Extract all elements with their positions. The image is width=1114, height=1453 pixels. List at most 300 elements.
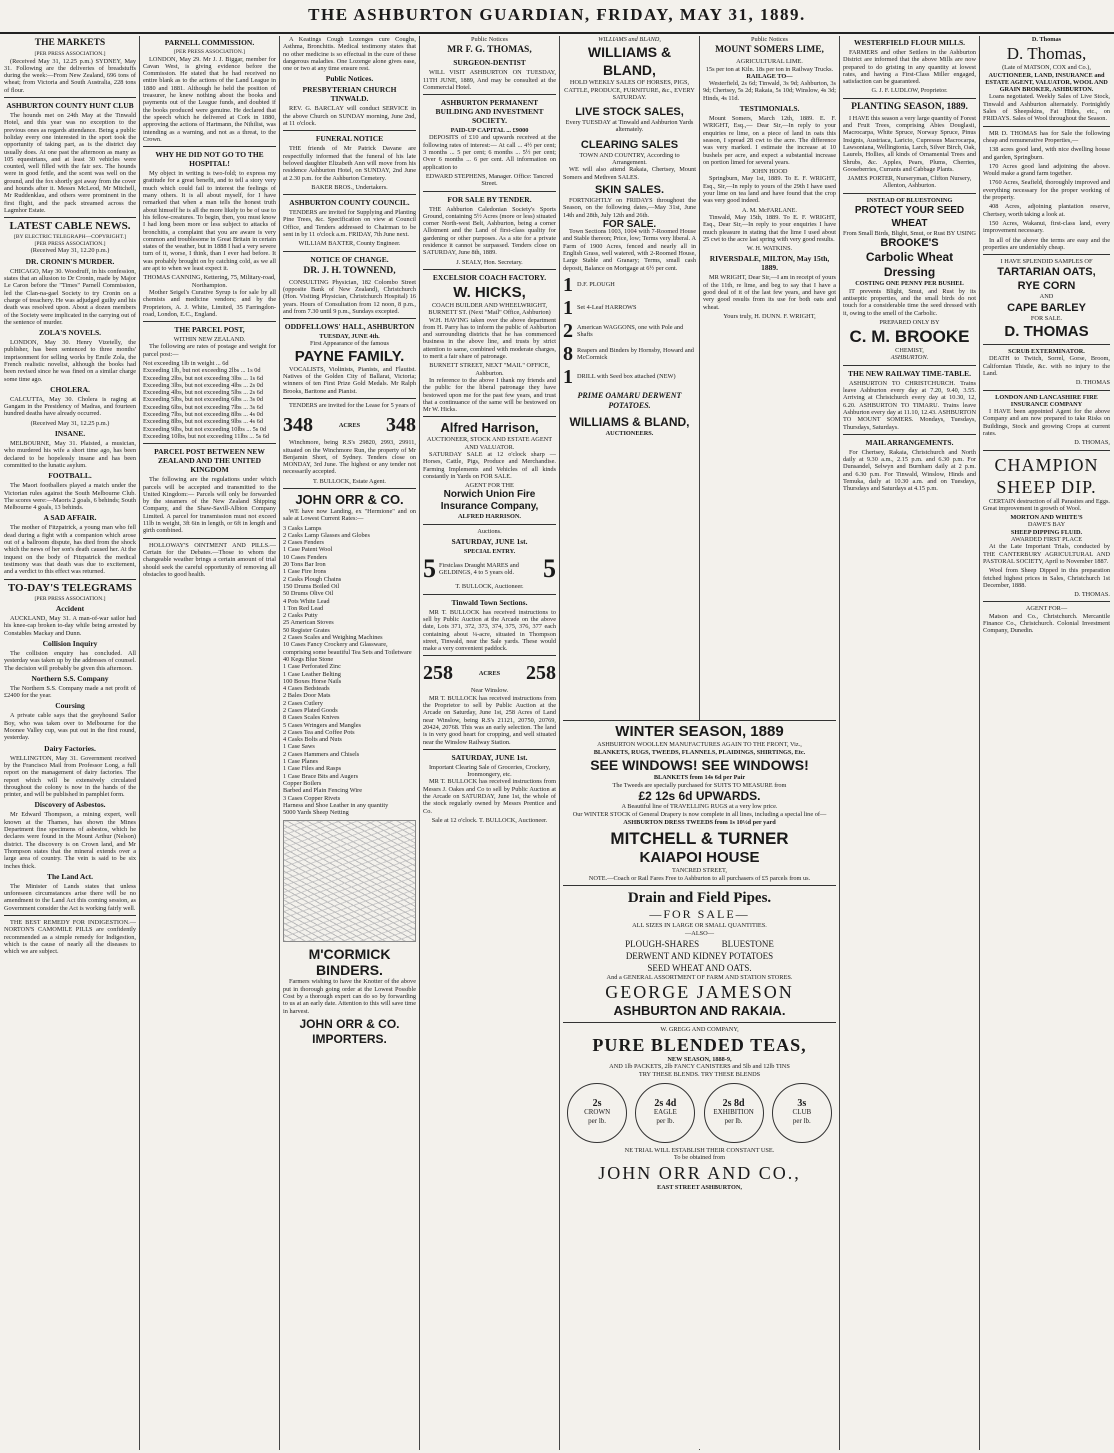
oddfellows-heading: ODDFELLOWS' HALL, ASHBURTON <box>284 322 415 332</box>
thomas-dentist-text: WILL VISIT ASHBURTON ON TUESDAY, 11TH JUNE, 1889, And may be consulted at the Commercial Hotel. <box>423 69 556 91</box>
railway-timetable-heading: THE NEW RAILWAY TIME-TABLE. <box>848 368 971 378</box>
column-7 <box>843 36 976 1450</box>
sale-tender-signature: J. SEALY, Hon. Secretary. <box>456 258 523 266</box>
column-1 <box>4 36 136 1450</box>
mount-somers-price: 15s per ton at Kiln. 18s per ton in Railway Trucks. <box>705 65 834 73</box>
column-rule <box>839 36 840 1450</box>
john-orr-item: 10 Cases Fancy Crockery and Glassware, comprising some beautiful Tea Sets and Toiletware <box>283 641 412 656</box>
john-orr-item: 1 Case Files and Rasps <box>283 765 342 773</box>
john-orr-item: 1 Case Saws <box>283 743 315 751</box>
tea-blend-badge <box>567 1083 627 1143</box>
land-act-heading: The Land Act. <box>46 871 94 881</box>
harrison-sub: AUCTIONEER, STOCK AND ESTATE AGENT AND VALUATOR. <box>426 436 553 451</box>
tea-name: EXHIBITION <box>713 1108 754 1116</box>
townend-heading: DR. J. H. TOWNEND, <box>303 265 396 276</box>
dairy-text: WELLINGTON, May 31. Government received by the Francisco Mail from Professor Long, a full report on the management of dairy factories. The report which will be extensively circulated throughout the colony is now in the hands of the printer, and will be published in pamphlet form. <box>4 754 136 799</box>
d-thomas-name: D. Thomas, <box>1006 44 1087 64</box>
plough-shares-line: PLOUGH-SHARES BLUESTONE <box>625 938 774 949</box>
winter-season-heading: WINTER SEASON, 1889 <box>615 723 784 740</box>
parcel-rate: Exceeding 7lbs, but not exceeding 8lbs ... 4s 0d <box>143 411 263 419</box>
fillies-entry <box>423 555 556 583</box>
zola-text: LONDON, May 30. Henry Vizetelly, the publisher, has been sentenced to three months' imprisonment for selling works by Emile Zola, the French realistic novelist, although the books had been revised since he was fined on a similar charge some time ago. <box>4 339 136 383</box>
also-attend-text: WE will also attend Rakaia, Chertsey, Mount Somers and Methven SALES. <box>563 166 696 181</box>
john-orr-item: 2 Bales Door Mats <box>283 692 331 700</box>
blankets-line: BLANKETS, RUGS, TWEEDS, FLANNELS, PLAIDINGS, SHIRTINGS, Etc. <box>593 748 806 756</box>
williams-bland-sub: HOLD WEEKLY SALES OF HORSES, PIGS, CATTLE, PRODUCE, FURNITURE, &c., EVERY SATURDAY. <box>564 79 695 101</box>
mount-somers-heading: MOUNT SOMERS LIME, <box>715 45 824 56</box>
hicks-sub: COACH BUILDER AND WHEELWRIGHT, BURNETT ST. (Next "Mail" Office, Ashburton) <box>428 301 551 317</box>
property-item: 408 Acres, adjoining plantation reserve, Chertsey, worth taking a look at. <box>983 203 1110 218</box>
tea-blends <box>563 1083 836 1143</box>
john-orr-item: 2 Cases Plated Goods <box>283 707 338 714</box>
john-orr-item: 2 Cases Tea and Coffee Pots <box>283 728 355 736</box>
d-thomas-desc: AUCTIONEER, LAND, INSURANCE and ESTATE AGENT, VALUATOR, WOOL AND GRAIN BROKER, ASHBURTON. <box>985 71 1108 94</box>
tinwald-sections-text: MR T. BULLOCK has received instructions to sell by Public Auction at the Arcade on the above date, Lots 371, 372, 373, 374, 375, 376, 377 each containing about ¼-acre, situated in Thompson street, Tinwald, near the Sale yards. These would make a very convenient paddock. <box>423 608 556 653</box>
cholera-text: CALCUTTA, May 30. Cholera is raging at Gangam in the Presidency of Madras, and fourteen hundred deaths have already occurred. <box>4 395 136 418</box>
kaiapoi-house-heading: KAIAPOI HOUSE <box>639 849 760 867</box>
latest-cable-heading: LATEST CABLE NEWS. <box>9 220 131 233</box>
see-windows-heading: SEE WINDOWS! SEE WINDOWS! <box>590 757 809 774</box>
john-orr-item: 25 American Stoves <box>283 619 334 627</box>
live-stock-heading: LIVE STOCK SALES, <box>575 106 684 119</box>
council-signature: WILLIAM BAXTER, County Engineer. <box>298 240 401 248</box>
building-signature: EDWARD STEPHENS, Manager. Office: Tancred Street. <box>425 172 554 188</box>
masthead <box>0 0 1114 34</box>
instead-of-bluestoning: INSTEAD OF BLUESTONING <box>866 196 953 204</box>
d-thomas-late: (Late of MATSON, COX and Co.), <box>1002 64 1091 72</box>
why-text: My object in writing is two-fold; to express my gratitude for a great benefit, and to tell a story very much which could fail to interest the feelings of many others. It is all about myself, for I have remarked that when a man tells the honest truth about himself he is all the more likely to be of use to his fellow-creatures. To begin, then, you must know I had long been more or less subject to attacks of bronchitis, a complaint that you are aware is very common and troublesome in Great Britain in certain states of the weather, but in 1888 I had a very severe turn of it, worse, I think, than I ever had before. It was probably brought on by catching cold, as we all are apt to when we least expect it. <box>143 170 276 273</box>
tweeds-price: £2 12s 6d UPWARDS. <box>638 789 761 804</box>
saturday-june-1b-heading: SATURDAY, JUNE 1st. <box>451 752 528 762</box>
parcel-post-heading: THE PARCEL POST, <box>174 325 245 335</box>
insane-text: MELBOURNE, May 31. Plaisted, a musician, who murdered his wife a short time ago, has been declared to be hopelessly insane and has been committed to the lunatic asylum. <box>4 440 136 469</box>
note-line: NOTE.—Coach or Rail Fares Free to Ashburton to all purchasers of £5 parcels from us. <box>588 874 811 882</box>
hicks-signature: BURNETT STREET, NEXT "MAIL" OFFICE, Ashburton. <box>429 362 550 377</box>
parnell-credit: [PER PRESS ASSOCIATION.] <box>173 49 246 55</box>
column-4 <box>423 36 556 1450</box>
cronin-text: CHICAGO, May 30. Woodruff, in his confession, states that an allusion to Dr Cronin, made by Major Le Caron before the "Times" Parnell Commission, led the Clan-na-gael Society to try Cronin on a charge of treachery. He was adjudged guilty and his death was resolved upon. About a dozen members of the Society were implicated in the carrying out of the sentence of murder. <box>4 267 136 326</box>
parcel-uk-text: The following are the regulations under which parcels will be accepted and transmitted to the United Kingdom:— Parcels will only be forwarded by the steamers of the New Zealand Shipping Company, and the Shaw-Savill-Albion Company Limited. A parcel for transmission must not exceed 11lb in weight, 3ft 6in in length, or 6ft in length and girth combined. <box>143 476 276 535</box>
ashburton-label: ASHBURTON. <box>890 354 929 362</box>
column-rule <box>979 36 980 1450</box>
packets-line: AND 1lb PACKETS, 2lb FANCY CANISTERS and 5lb and 12lb TINS <box>609 1063 790 1071</box>
john-orr-item: 2 Cases Hammers and Chisels <box>283 750 360 758</box>
john-orr-item: 2 Cases Fenders <box>283 539 324 547</box>
john-orr-item: 50 Register Grates <box>283 626 330 634</box>
samples-line: I HAVE SPLENDID SAMPLES OF <box>1000 258 1093 266</box>
costing-line: COSTING ONE PENNY PER BUSHEL <box>855 280 964 288</box>
fillies-count: 5 <box>543 554 556 584</box>
tenders-text-2: Winchmore, being R.S's 29820, 2993, 29911, situated on the Winchmore Run, the property of Mr Benjamin Short, of Sydney. Tenders close on MONDAY, 3rd June. The highest or any tender not necessarily accepted. <box>283 439 416 476</box>
insane-received: (Received May 31, 12.25 p.m.) <box>30 419 110 427</box>
column-6 <box>703 36 836 716</box>
implement-label: Reapers and Binders by Hornsby, Howard and McCormick <box>577 346 694 361</box>
john-orr-items <box>283 525 416 817</box>
football-heading: FOOTBALL. <box>48 471 92 481</box>
property-item: 138 acres good land, with nice dwelling house and garden, Springburn. <box>983 146 1110 161</box>
implements-list <box>563 275 696 387</box>
john-orr-item: 2 Casks Lamp Glasses and Globes <box>283 531 370 539</box>
john-orr-item: 4 Casks Bolts and Nuts <box>283 736 342 744</box>
hicks-note: In reference to the above I thank my friends and the public for the liberal patronage they have bestowed upon me for the past few years, and trust that a continuance of the same will be bestowed on Mr W. Hicks. <box>423 376 556 414</box>
hicks-text: W.H. HAVING taken over the above department from H. Parry has to inform the public of Ashburton and surrounding districts that he has commenced business in the above line, and trusts by strict attention to same, combined with moderate charges, to merit a fair share of patronage. <box>423 316 556 361</box>
parcel-uk-heading: PARCEL POST BETWEEN NEW ZEALAND AND THE UNITED KINGDOM <box>154 447 265 475</box>
tweeds-line: The Tweeds are specially purchased for SUITS TO MEASURE from <box>612 781 787 789</box>
cronin-received: (Received May 31, 12.20 p.m.) <box>30 247 110 255</box>
implement-item <box>563 321 696 341</box>
london-text: I HAVE been appointed Agent for the above Company and am now prepared to take Risks on Buildings, Stock and growing Crops at current rates. <box>983 408 1110 437</box>
northern-text: The Northern S.S. Company made a net profit of £2400 for the year. <box>4 684 136 700</box>
dress-tweeds-line: ASHBURTON DRESS TWEEDS from 1s 10½d per yard <box>623 818 776 826</box>
prepared-by: PREPARED ONLY BY <box>879 318 940 326</box>
collision-heading: Collision Inquiry <box>42 639 98 648</box>
implement-label: D.F. PLOUGH <box>577 281 615 289</box>
tea-price: 2s 8d <box>722 1098 745 1109</box>
john-orr-item: 1 Case Leather Belting <box>283 670 341 678</box>
d-thomas-big: D. THOMAS <box>1004 323 1089 341</box>
carbolic-text: IT prevents Blight, Smut, and Rust by its antiseptic properties, and the small birds do not touch for a considerable time the seed dressed with it, owing to the smell of the Carbolic. <box>843 287 976 317</box>
john-orr-item: 20 Tons Bar Iron <box>283 561 326 569</box>
acres-word: ACRES <box>338 421 361 429</box>
clearing-sales-heading: CLEARING SALES <box>580 138 679 151</box>
clearing-sales-sub: TOWN AND COUNTRY, According to Arrangement. <box>579 151 680 167</box>
blankets-from: BLANKETS from 14s 6d per Pair <box>653 774 746 782</box>
parcel-rate: Exceeding 1lb, but not exceeding 2lbs ... 1s 0d <box>143 367 261 375</box>
hunt-club-text: The hounds met on 24th May at the Tinwald Hotel, and this year was no exception to the previous ones as regards attendance. Being a public holiday every one interested in the sport took the opportunity of taking part, as is the district day usually does. At one past the afternoon as many as 105 equestrians, and at least 30 vehicles were counted, well filled with the fair sex. The hounds were in good fettle, and the scent was well on the ground, and the fox shortly got away from the cover and hounds after it. Messrs McLeod, Mr Mitchell, Mr Ruddenklau, and others were prominent in the first flight, and the pack streamed across the Lagmhor Estate. <box>4 112 136 214</box>
column-rule <box>139 36 140 1450</box>
agent-for-text: Matson and Co., Christchurch. Mercantile Finance Co., Christchurch. Colonial Investment Company, Dunedin. <box>983 612 1110 635</box>
acres-258-text: MR T. BULLOCK has received instructions from the Proprietor to sell by Public Auction at the Arcade on Saturday, June 1st, 258 Acres of Land near Winslow, being R.S's 21121, 20750, 20769, 20424, 20768. This was an early selection. The land is in very good heart for cropping, and well situated near the Winslow Railway Station. <box>423 694 556 746</box>
markets-credit: [PER PRESS ASSOCIATION.] <box>34 51 106 57</box>
mccormick-text: Farmers wishing to have the Knotter of the above put in thorough going order at the Lowest Possible Cost by a thorough expert can do so by forwarding to us at an early date. Attention to this will save time in harvest. <box>283 978 416 1015</box>
townend-text: CONSULTING Physician, 182 Colombo Street (opposite Bank of New Zealand), Christchurch (Hon. Visiting Physician, Christchurch Hospital) 16 years. Hours of Consultation from 12 noon, 8 p.m., and from 7.30 until 9 p.m., Sundays excepted. <box>283 278 416 315</box>
general-assortment: And a GENERAL ASSORTMENT OF FARM AND STATION STORES. <box>606 973 793 981</box>
testimonial-2-signature: A. M. McFARLANE. <box>742 206 797 214</box>
cronin-heading: DR. CRONIN'S MURDER. <box>25 256 115 266</box>
mail-arrangements-text: For Chertsey, Rakaia, Christchurch and North daily at 9.30 a.m., 2.15 p.m. and 6.30 p.m. For Dunsandel, Selwyn and Burnham daily at 2 p.m. and 6.30 p.m. For Tinwald, Winslow, Hinds and Temuka, daily at 10.30 a.m. and on Tuesdays, Thursdays and Saturdays at 4.15 p.m. <box>843 448 976 493</box>
d-thomas-sig-3: D. THOMAS, <box>1074 439 1110 447</box>
why-heading: WHY HE DID NOT GO TO THE HOSPITAL! <box>155 150 264 169</box>
accident-text: AUCKLAND, May 31. A man-of-war sailor had his knee-cap broken to-day while being arrested by Constables Mackay and Dunn. <box>4 615 136 637</box>
dawes-bay: DAWE'S BAY <box>1027 521 1066 529</box>
for-sale-label: FOR SALE. <box>1030 314 1063 322</box>
mail-arrangements-heading: MAIL ARRANGEMENTS. <box>865 437 954 447</box>
d-thomas-desc-text: Loans negotiated. Weekly Sales of Live Stock, Tinwald and Ashburton alternately. Fortnightly Sales of Sheepskins, Fat Hides, etc., on FRIDAYS. Sales of Wool throughout the Season. <box>983 93 1110 123</box>
implement-item <box>563 344 696 364</box>
council-heading: ASHBURTON COUNTY COUNCIL. <box>289 198 410 208</box>
latest-cable-sub: [BY ELECTRIC TELEGRAPH—COPYRIGHT.] <box>14 234 126 241</box>
john-orr-item: 5 Cases Wringers and Mangles <box>283 721 361 729</box>
sheep-dipping-fluid: SHEEP DIPPING FLUID. <box>1010 528 1083 536</box>
mount-somers-sub: AGRICULTURAL LIME. <box>736 58 803 66</box>
john-orr-item: 2 Casks Putty <box>283 612 318 620</box>
property-item: 170 Acres good land adjoining the above. Would make a grand farm together. <box>983 162 1110 178</box>
tenders-signature: T. BULLOCK, Estate Agent. <box>313 477 386 485</box>
building-capital: PAID-UP CAPITAL ... £9000 <box>450 127 529 135</box>
parcel-rate: Exceeding 4lbs, but not exceeding 5lbs ... 2s 6d <box>143 389 263 397</box>
fillies-text: Firstclass Draught MARES and GELDINGS, 4 to 5 years old. <box>439 562 519 577</box>
auctioneers-label: AUCTIONEERS. <box>605 429 654 437</box>
properties-list <box>983 146 1110 234</box>
northern-heading: Northern S.S. Company <box>31 673 109 683</box>
presbyterian-text: REV. G. BARCLAY will conduct SERVICE in the above Church on SUNDAY morning, June 2nd, at 11 o'clock. <box>283 105 416 128</box>
zola-heading: ZOLA'S NOVELS. <box>38 328 102 338</box>
westerfield-signature: G. J. F. LUDLOW, Proprietor. <box>871 87 948 95</box>
final-sale-text: MR T. BULLOCK has received instructions from Messrs J. Oakes and Co to sell by Public Auction at the Arcade on SATURDAY, June 1st, the whole of the stock regularly owned by Messrs Prentice and Co. <box>423 778 556 815</box>
parcel-post-sub: WITHIN NEW ZEALAND. <box>173 336 246 344</box>
george-jameson-sub: ASHBURTON AND RAKAIA. <box>613 1003 786 1019</box>
rugs-line: A Beautiful line of TRAVELLING RUGS at a very low price. <box>621 803 778 811</box>
asbestos-heading: Discovery of Asbestos. <box>34 800 106 810</box>
funeral-signature: BAKER BROS., Undertakers. <box>311 183 388 191</box>
column-8 <box>983 36 1110 1450</box>
council-text: TENDERS are invited for Supplying and Planting Pine Trees, &c. Specification on view at Council Office, and Tenders addressed to Chairman to be sent in by 11 o'clock a.m. FRIDAY, 7th June next. <box>283 209 416 239</box>
notice-of-change-heading: NOTICE OF CHANGE. <box>310 254 389 264</box>
land-act-text: The Minister of Lands states that unless unforeseen circumstances arise there will be no amendment to the Land Act this coming session, as Government consider the Act is working fairly well. <box>4 882 136 912</box>
column-2 <box>143 36 276 1450</box>
london-lancashire: LONDON AND LANCASHIRE FIRE INSURANCE COMPANY <box>995 393 1098 408</box>
carbolic-heading: Carbolic Wheat Dressing <box>865 250 954 280</box>
fillies-count: 5 <box>423 554 436 584</box>
railage-list: Westerfield, 2s 6d; Tinwald, 3s 9d; Ashburton, 3s 9d; Chertsey, 5s 2d; Rakaia, 5s 10d; Winslow, 4s 3d; Hinds, 4s 11d. <box>703 80 836 102</box>
auctions-label: Auctions. <box>477 527 502 535</box>
winter-stock-line: Our WINTER STOCK of General Drapery is now complete in all lines, including a special line of— <box>572 810 827 818</box>
acres-258-number: 258 <box>525 662 556 685</box>
tea-name: CROWN <box>584 1108 611 1116</box>
john-orr-item: 1 Ton Red Lead <box>283 604 324 612</box>
john-orr-item: 40 Kegs Blue Stone <box>283 655 334 663</box>
john-orr-item: 2 Cases Cutlery <box>283 699 323 707</box>
railway-timetable-text: ASHBURTON TO CHRISTCHURCH. Trains leave Ashburton every day at 7.20, 9.40, 3.55. Arriving at Christchurch every day at 10.30, 12, 6.20. ASHBURTON TO TIMARU. Trains leave Ashburton every day at 11.10, 12.43. ASHBURTON TO MOUNT SOMERS. Mondays, Tuesdays, Thursdays, Saturdays. <box>843 379 976 431</box>
from-blight: From Small Birds, Blight, Smut, or Rust BY USING <box>843 230 976 238</box>
riversdale-heading: RIVERSDALE, MILTON, May 15th, 1889. <box>709 254 830 273</box>
implement-item <box>563 367 696 387</box>
column-3 <box>283 36 416 1450</box>
implement-label: Set 4-Leaf HARROWS <box>577 304 637 312</box>
acres-258-display <box>423 659 556 687</box>
implement-count: 1 <box>563 296 573 319</box>
sheep-dip-heading: SHEEP DIP. <box>996 476 1097 497</box>
tea-price: 2s <box>592 1098 602 1109</box>
awarded-first: AWARDED FIRST PLACE <box>1010 536 1083 544</box>
john-orr-item: 4 Pots White Lead <box>283 597 330 605</box>
death-text: DEATH to Twitch, Sorrel, Gorse, Broom, Californian Thistle, &c. with no injury to the Land. <box>983 355 1110 377</box>
derwent-line: DERWENT AND KIDNEY POTATOES <box>625 950 774 961</box>
tinwald-sections-heading: Tinwald Town Sections. <box>451 597 528 607</box>
riversdale-signature: Yours truly, H. DUNN. F. WRIGHT, <box>723 312 816 320</box>
reaper-binder-illustration <box>283 820 416 942</box>
john-orr-item: 2 Casks Plough Chains <box>283 575 342 583</box>
building-society-heading: ASHBURTON PERMANENT BUILDING AND INVESTMENT SOCIETY. <box>435 98 544 126</box>
tea-unit: per lb. <box>588 1117 607 1125</box>
new-season: NEW SEASON, 1888-9, <box>667 1055 732 1063</box>
funeral-text: THE friends of Mr Patrick Davane are respectfully informed that the funeral of his late beloved daughter Elizabeth Ann will move from his residence Ashburton Hotel, on SUNDAY, 2nd June at 2.30 p.m. for the Ashburton Cemetery. <box>283 145 416 182</box>
testimonial-1: Mount Somers, March 12th, 1889. E. F. WRIGHT, Esq.,— Dear Sir,—In reply to your enquiries re lime, on a piece of land in oats this season, I spread 28 cwt to the acre. The difference was very marked. I estimate the increase at 10 bushels per acre, and expect a substantial increase on portion limed for several years. <box>703 115 836 166</box>
parcel-rates-list <box>143 360 276 440</box>
cape-barley: CAPE BARLEY <box>1007 301 1086 314</box>
sad-affair-text: The mother of Fitzpatrick, a young man who fell dead during a fight with a companion which arose out of a ballroom dispute, has died from the shock which the news of her son's death caused her. At the inquest on the body of Fitzpatrick the medical testimony was that death was due to excitement, and a verdict to this effect was returned. <box>4 524 136 576</box>
markets-text: (Received May 31, 12.25 p.m.) SYDNEY, May 31. Following are the deliveries of breadstuffs during the week:—From New Zealand, 696 tons of wheat; from Victoria and South Australia, 228 tons of flour. <box>4 57 136 94</box>
john-orr-item: 5000 Yards Sheep Netting <box>283 809 349 817</box>
d-thomas-sig-2: D. THOMAS <box>1075 379 1110 387</box>
harrison-footer: ALFRED HARRISON. <box>458 513 521 521</box>
agent-for-heading: AGENT FOR— <box>1025 605 1068 613</box>
canning-signature: THOMAS CANNING, Kettering, 75, Military-road, Northampton. <box>143 274 276 289</box>
public-notices-label: Public Notices <box>471 36 508 43</box>
rye-corn: RYE CORN <box>1017 280 1076 293</box>
important-clearing: Important Clearing Sale of Groceries, Crockery, Ironmongery, etc. <box>428 763 551 779</box>
tea-name: CLUB <box>792 1108 812 1116</box>
todays-telegrams-heading: TO-DAY'S TELEGRAMS <box>7 581 133 594</box>
parcel-rate: Exceeding 3lbs, but not exceeding 4lbs ... 2s 0d <box>143 381 263 389</box>
implement-count: 1 <box>563 365 573 388</box>
holloway-ad: HOLLOWAY'S OINTMENT AND PILLS.— Certain for the Debates.—Those to whom the changeable weather brings a certain amount of trial should seek the careful opportunity of removing all obstacles to good health. <box>143 541 276 578</box>
saturday-june-1-heading: SATURDAY, JUNE 1st. <box>451 537 528 547</box>
john-orr-item: 8 Cases Scales Knives <box>283 714 340 722</box>
parcel-rate: Exceeding 8lbs, but not exceeding 9lbs ... 4s 6d <box>143 418 263 426</box>
dairy-heading: Dairy Factories. <box>44 743 96 753</box>
column-rule <box>279 36 280 1450</box>
sale-tender-heading: FOR SALE BY TENDER. <box>447 194 532 204</box>
champion-heading: CHAMPION <box>994 454 1099 475</box>
d-thomas-sig-4: D. THOMAS. <box>1074 591 1110 599</box>
for-sale-text: Town Sections 1003, 1004 with 7-Roomed House and Stable thereon; Price, low; Terms very liberal. A Farm of 1900 Acres, fenced and nearly all in English Grass, well watered, with 2-Roomed House, Large Stable and Granary; Terms, small cash deposit, Balance on Mortgage at 6½ per cent. <box>563 228 696 272</box>
d-thomas-label: D. Thomas <box>1031 36 1062 43</box>
masthead-title: THE ASHBURTON GUARDIAN, FRIDAY, MAY 31, 1889. <box>308 5 806 24</box>
george-jameson-heading: GEORGE JAMESON <box>605 982 794 1003</box>
sale-tender-text: THE Ashburton Caledonian Society's Sports Ground, containing 5½ Acres (more or less) situated corner North-west Belt, Ashburton, being a corner Allotment and the Land of first-class quality for gardening or other purposes. As a site for a private residence it cannot be surpassed. Tenders close on SATURDAY, June 8th, 1889. <box>423 205 556 257</box>
tea-blend-badge <box>635 1083 695 1143</box>
brookes-heading: BROOKE'S <box>880 237 939 250</box>
acres-258-number: 258 <box>423 662 453 685</box>
presbyterian-heading: PRESBYTERIAN CHURCH TINWALD. <box>302 85 397 104</box>
john-orr-item: 10 Cases Fenders <box>283 553 328 561</box>
insane-heading: INSANE. <box>54 429 86 439</box>
latest-cable-credit: [PER PRESS ASSOCIATION.] <box>34 240 106 247</box>
implement-count: 1 <box>563 273 573 296</box>
funeral-heading: FUNERAL NOTICE <box>315 134 384 144</box>
scrub-exterminator: SCRUB EXTERMINATOR. <box>1008 348 1085 356</box>
john-orr-item: 50 Drums Olive Oil <box>283 590 334 598</box>
property-item: 1760 Acres, Seafield, thoroughly improved and everything necessary for the proper working of the property. <box>983 179 1110 202</box>
thomas-dentist-heading: MR F. G. THOMAS, <box>447 45 532 56</box>
mccormick-heading: M'CORMICK BINDERS. <box>308 946 391 979</box>
hicks-heading: W. HICKS, <box>453 283 526 301</box>
tenders-text: TENDERS are invited for the Lease for 5 years of <box>289 401 416 409</box>
implement-count: 8 <box>563 342 573 365</box>
football-text: The Maori footballers played a match under the Victorian rules against the South Melbourne Club. The scores were:—Maoris 2 goals, 6 behinds; South Melbourne 4 goals, 13 behinds. <box>4 482 136 512</box>
tea-blend-badge <box>772 1083 832 1143</box>
payne-sub: First Appearance of the famous <box>309 340 390 348</box>
accident-heading: Accident <box>55 604 85 614</box>
tartarian-oats: TARTARIAN OATS, <box>997 266 1096 279</box>
agent-for-label: AGENT FOR THE <box>465 482 514 490</box>
keatings-ad: A Keatings Cough Lozenges cure Coughs, Asthma, Bronchitis. Medical testimony states that no other medicine is so effectual in the cure of these dangerous maladies. One Lozenge alone gives ease, one or two at any time ensure rest. <box>283 36 416 73</box>
hunt-club-heading: ASHBURTON COUNTY HUNT CLUB <box>6 101 134 111</box>
mitchell-turner-heading: MITCHELL & TURNER <box>610 829 789 849</box>
east-street: EAST STREET ASHBURTON, <box>657 1183 742 1191</box>
john-orr-item: 1 Case Brace Bits and Augers <box>283 772 359 780</box>
cm-brooke-heading: C. M. BROOKE <box>849 327 970 347</box>
john-orr-item: 1 Case Perforated Zinc <box>283 663 341 671</box>
parcel-post-text: The following are rates of postage and weight for parcel post:— <box>143 343 276 358</box>
sad-affair-heading: A SAD AFFAIR. <box>43 513 97 523</box>
harrison-text: SATURDAY SALE at 12 o'clock sharp — Horses, Cattle, Pigs, Produce and Merchandise. Farming Implements and Vehicles of all kinds constantly in Yards on FOR SALE. <box>423 450 556 480</box>
john-orr-item: 150 Drums Boiled Oil <box>283 582 340 590</box>
thomas-dentist-sub: SURGEON-DENTIST <box>453 58 526 68</box>
tea-unit: per lb. <box>724 1117 743 1125</box>
john-orr-item: 1 Case Fire Irons <box>283 568 327 576</box>
parcel-rate: Exceeding 9lbs, but not exceeding 10lbs ... 5s 0d <box>143 425 267 433</box>
westerfield-heading: WESTERFIELD FLOUR MILLS. <box>853 38 966 47</box>
special-entry: SPECIAL ENTRY. <box>463 548 516 556</box>
norwich-union-heading: Norwich Union Fire Insurance Company, <box>440 489 539 513</box>
tea-price: 3s <box>797 1098 807 1109</box>
planting-season-heading: PLANTING SEASON, 1889. <box>851 101 968 112</box>
column-rule <box>559 36 560 1450</box>
parcel-rate: Exceeding 2lbs, but not exceeding 3lbs ... 1s 6d <box>143 374 263 382</box>
harrison-heading: Alfred Harrison, <box>440 420 539 436</box>
acres-number: 348 <box>283 414 313 437</box>
john-orr-intro: WE have now Landing, ex "Hermione" and on sale at Lowest Current Rates:— <box>283 507 416 523</box>
building-text: DEPOSITS of £10 and upwards received at the following rates of interest:— At call ... 4½ per cent; 3 months ... 5 per cent; 6 months ... 5½ per cent; Over 6 months ... 6 per cent. All information on application to <box>423 134 556 171</box>
john-orr-item: 1 Case Planes <box>283 758 318 766</box>
tea-name: EAGLE <box>653 1108 677 1116</box>
parnell-text: LONDON, May 29. Mr J. J. Biggar, member for Cavan West, is giving evidence before the Commission. He stated that he had received no entire blank as to the actions of the Land League in 1880 and 1881. Although he held the position of treasurer, he knew nothing about the books and payments out of the League funds, and doubted if the books produced were genuine. He declared that the speech which he delivered at Cork in 1880, approving the actions of Hartmann, the Nihilist, was intending as a warning, and not as a threat, to the Crown. <box>143 55 276 143</box>
implement-label: American WAGGONS, one with Pole and Shafts <box>577 323 684 338</box>
skin-sales-text: FORTNIGHTLY on FRIDAYS throughout the Season, on the following dates,—May 31st, June 14th and 28th, July 12th and 26th. <box>563 196 696 219</box>
todays-telegrams-credit: [PER PRESS ASSOCIATION.] <box>34 595 106 602</box>
john-orr-bottom: JOHN ORR AND CO., <box>598 1162 801 1183</box>
planting-text: I HAVE this season a very large quantity of Forest and Fruit Trees, comprising Abies Douglasii, Macrocarpa, White Spruce, Norway Spruce, Pinus Insignis, Austriaca, Laricio, Cupressus Macrocarpa, Lawsoniana, Wellingtonia, Larch, Silver Birch, Oak, Laurels, Hollies, all kinds of Ornamental Trees and Shrubs, &c. Apples, Pears, Plums, Cherries, Gooseberries, Currants and Cabbage Plants. <box>843 114 976 173</box>
oamaru-potatoes: PRIME OAMARU DERWENT POTATOES. <box>577 390 682 410</box>
tea-price: 2s 4d <box>654 1098 677 1109</box>
saturday-signature: T. BULLOCK, Auctioneer. <box>455 583 524 591</box>
seed-wheat-line: SEED WHEAT AND OATS. <box>647 962 752 973</box>
also-line: —ALSO— <box>684 929 715 937</box>
public-notices-heading: Public Notices. <box>325 74 374 84</box>
acres-number: 348 <box>385 414 416 437</box>
asbestos-text: Mr Edward Thompson, a mining expert, well known at the Thames, has shown the Mines Department fine specimens of asbestos, which he declares were found in the Mount Arthur (Nelson) district. The discovery is on Crown land, and Mr Thompson states that the mineral extends over a large area of country. The vein is said to be six inches thick. <box>4 811 136 870</box>
trial-line: NE TRIAL WILL ESTABLISH THEIR CONSTANT USE. <box>624 1146 775 1154</box>
tea-unit: per lb. <box>656 1117 675 1125</box>
markets-heading: THE MARKETS <box>34 38 106 48</box>
tea-blend-badge <box>704 1083 764 1143</box>
obtained-line: To be obtained from <box>673 1154 726 1162</box>
all-sizes-line: ALL SIZES IN LARGE OR SMALL QUANTITIES. <box>632 922 767 930</box>
wool-text: Wool from Sheep Dipped in this preparation fetched highest prices in Sales, Christchurch 1st December, 1888. <box>983 567 1110 589</box>
acres-258-word: ACRES <box>478 669 501 677</box>
williams-bland-label: WILLIAMS and BLAND, <box>598 36 661 43</box>
implement-count: 2 <box>563 319 573 342</box>
parcel-rate: Exceeding 6lbs, but not exceeding 7lbs ... 3s 6d <box>143 403 263 411</box>
john-orr-item: 2 Cases Scales and Weighing Machines <box>283 634 383 642</box>
payne-family-heading: PAYNE FAMILY. <box>294 347 405 365</box>
john-orr-item: 3 Casks Lamps <box>283 524 322 532</box>
woollen-sub: ASHBURTON WOOLLEN MANUFACTURES AGAIN TO THE FRONT, Viz., <box>597 741 802 748</box>
testimonial-3-signature: W. H. WATKINS. <box>746 245 793 253</box>
testimonial-2: Springburn, May 1st, 1889. To E. F. WRIGHT, Esq., Sir,—In reply to yours of the 29th I have used your lime on tea land and have found that the crop was very good indeed. <box>703 175 836 205</box>
parnell-heading: PARNELL COMMISSION. <box>164 38 255 47</box>
skin-sales-heading: SKIN SALES. <box>594 183 665 196</box>
john-orr-item: 3 Cases Copper Rivets <box>283 794 341 802</box>
morton-white: MORTON AND WHITE'S <box>1010 514 1083 522</box>
john-orr-item: Copper Boilers <box>283 779 322 787</box>
collision-text: The collision enquiry has concluded. All yesterday was taken up by the addresses of counsel. The decision will probably be given this afternoon. <box>4 650 136 672</box>
riversdale-text: MR WRIGHT, Dear Sir,—I am in receipt of yours of the 11th, re lime, and beg to say that I have a good deal of it of the last few years, and have got very good results from its use for both oats and wheat. <box>703 274 836 311</box>
testimonial-1-signature: JOHN HOOD <box>751 168 788 176</box>
canning-text: Mother Seigel's Curative Syrup is for sale by all chemists and medicine vendors; and by the Proprietors, A. J. White, Limited, 35 Farringdon-road, London, E.C., England. <box>143 288 276 318</box>
